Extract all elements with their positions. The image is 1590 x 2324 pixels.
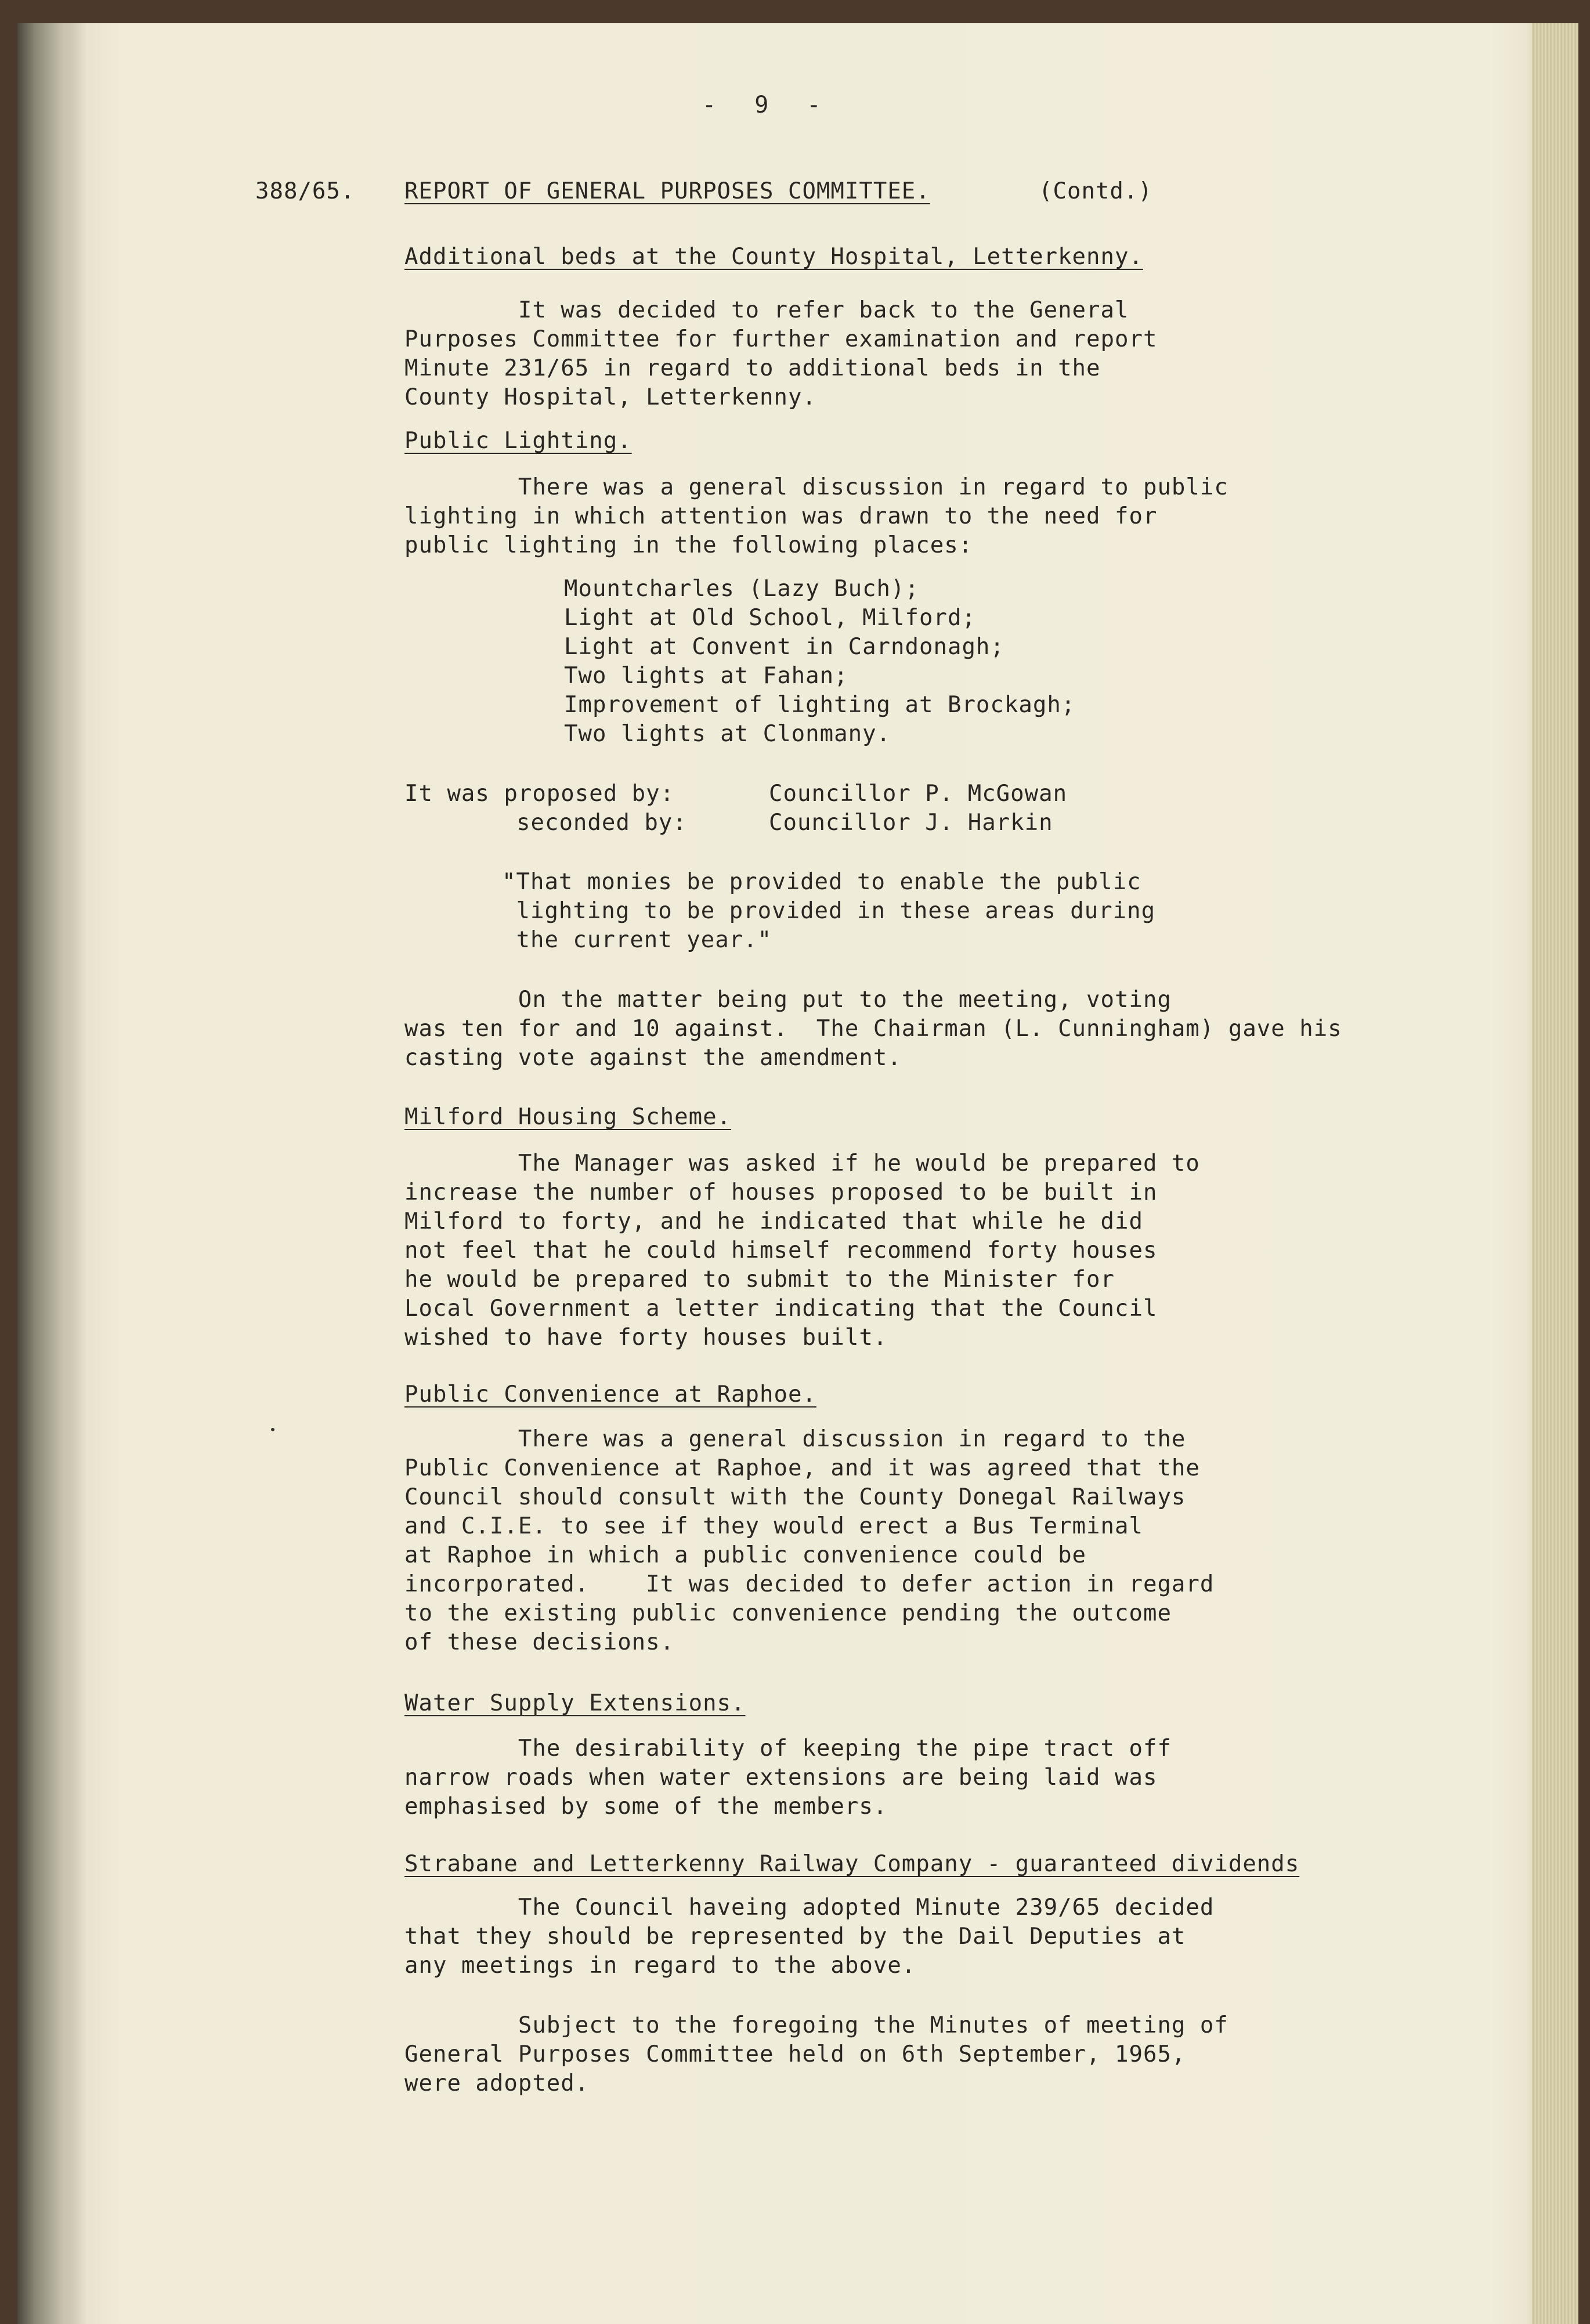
lighting-line: There was a general discussion in regard to public: [404, 474, 1228, 500]
vote-line: On the matter being put to the meeting, voting: [404, 987, 1172, 1013]
milford-line: he would be prepared to submit to the Minister for: [404, 1266, 1115, 1293]
report-heading-contd: (Contd.): [1039, 178, 1152, 204]
section-title-railway: Strabane and Letterkenny Railway Company - guaranteed dividends: [404, 1851, 1300, 1877]
motion-line: "That monies be provided to enable the public: [502, 869, 1141, 895]
report-heading: REPORT OF GENERAL PURPOSES COMMITTEE.: [404, 178, 930, 204]
raphoe-line: Council should consult with the County Donegal Railways: [404, 1484, 1186, 1510]
raphoe-line: of these decisions.: [404, 1629, 675, 1655]
milford-line: wished to have forty houses built.: [404, 1325, 888, 1351]
proposed-by: Councillor P. McGowan: [769, 781, 1068, 807]
milford-line: not feel that he could himself recommend forty houses: [404, 1237, 1158, 1264]
page-number: - 9 -: [702, 92, 825, 118]
raphoe-line: Public Convenience at Raphoe, and it was agreed that the: [404, 1455, 1200, 1481]
water-line: emphasised by some of the members.: [404, 1793, 888, 1820]
lighting-place: Mountcharles (Lazy Buch);: [564, 576, 919, 602]
raphoe-line: to the existing public convenience pending the outcome: [404, 1600, 1172, 1626]
seconded-label: seconded by:: [516, 810, 687, 836]
proposed-label: It was proposed by:: [404, 781, 675, 807]
milford-line: Local Government a letter indicating that the Council: [404, 1295, 1158, 1322]
section-title-beds: Additional beds at the County Hospital, Letterkenny.: [404, 244, 1143, 270]
section-title-water: Water Supply Extensions.: [404, 1690, 746, 1716]
motion-line: lighting to be provided in these areas during: [502, 898, 1156, 924]
lighting-line: lighting in which attention was drawn to the need for: [404, 503, 1158, 529]
lighting-place: Light at Old School, Milford;: [564, 605, 976, 631]
closing-line: were adopted.: [404, 2070, 590, 2096]
motion-line: the current year.": [502, 927, 772, 953]
section-title-milford: Milford Housing Scheme.: [404, 1104, 732, 1130]
closing-line: Subject to the foregoing the Minutes of meeting of: [404, 2012, 1228, 2038]
beds-line: It was decided to refer back to the General: [404, 297, 1129, 323]
beds-line: Minute 231/65 in regard to additional beds in the: [404, 355, 1101, 381]
section-title-lighting: Public Lighting.: [404, 428, 632, 454]
beds-line: County Hospital, Letterkenny.: [404, 384, 816, 410]
lighting-place: Improvement of lighting at Brockagh;: [564, 692, 1076, 718]
lighting-place: Two lights at Clonmany.: [564, 721, 891, 747]
raphoe-line: There was a general discussion in regard to the: [404, 1426, 1186, 1452]
minute-number: 388/65.: [255, 178, 355, 204]
milford-line: increase the number of houses proposed to be built in: [404, 1179, 1158, 1206]
seconded-by: Councillor J. Harkin: [769, 810, 1053, 836]
lighting-place: Light at Convent in Carndonagh;: [564, 634, 1004, 660]
raphoe-line: and C.I.E. to see if they would erect a Bus Terminal: [404, 1513, 1143, 1539]
book-gutter-shadow: [17, 23, 87, 2324]
milford-line: The Manager was asked if he would be prepared to: [404, 1150, 1200, 1177]
railway-line: any meetings in regard to the above.: [404, 1953, 916, 1979]
closing-line: General Purposes Committee held on 6th September, 1965,: [404, 2041, 1186, 2067]
milford-line: Milford to forty, and he indicated that while he did: [404, 1208, 1143, 1235]
lighting-line: public lighting in the following places:: [404, 532, 973, 558]
vote-line: casting vote against the amendment.: [404, 1045, 902, 1071]
railway-line: The Council haveing adopted Minute 239/65 decided: [404, 1894, 1215, 1921]
raphoe-line: incorporated. It was decided to defer action in regard: [404, 1571, 1215, 1597]
vote-line: was ten for and 10 against. The Chairman (L. Cunningham) gave his: [404, 1016, 1342, 1042]
water-line: The desirability of keeping the pipe tract off: [404, 1735, 1172, 1762]
section-title-raphoe: Public Convenience at Raphoe.: [404, 1381, 816, 1408]
paper-speck: [271, 1428, 274, 1431]
railway-line: that they should be represented by the Dail Deputies at: [404, 1924, 1186, 1950]
lighting-place: Two lights at Fahan;: [564, 663, 848, 689]
beds-line: Purposes Committee for further examination and report: [404, 326, 1158, 352]
water-line: narrow roads when water extensions are being laid was: [404, 1764, 1158, 1791]
raphoe-line: at Raphoe in which a public convenience could be: [404, 1542, 1087, 1568]
book-page-edges: [1532, 23, 1578, 2324]
